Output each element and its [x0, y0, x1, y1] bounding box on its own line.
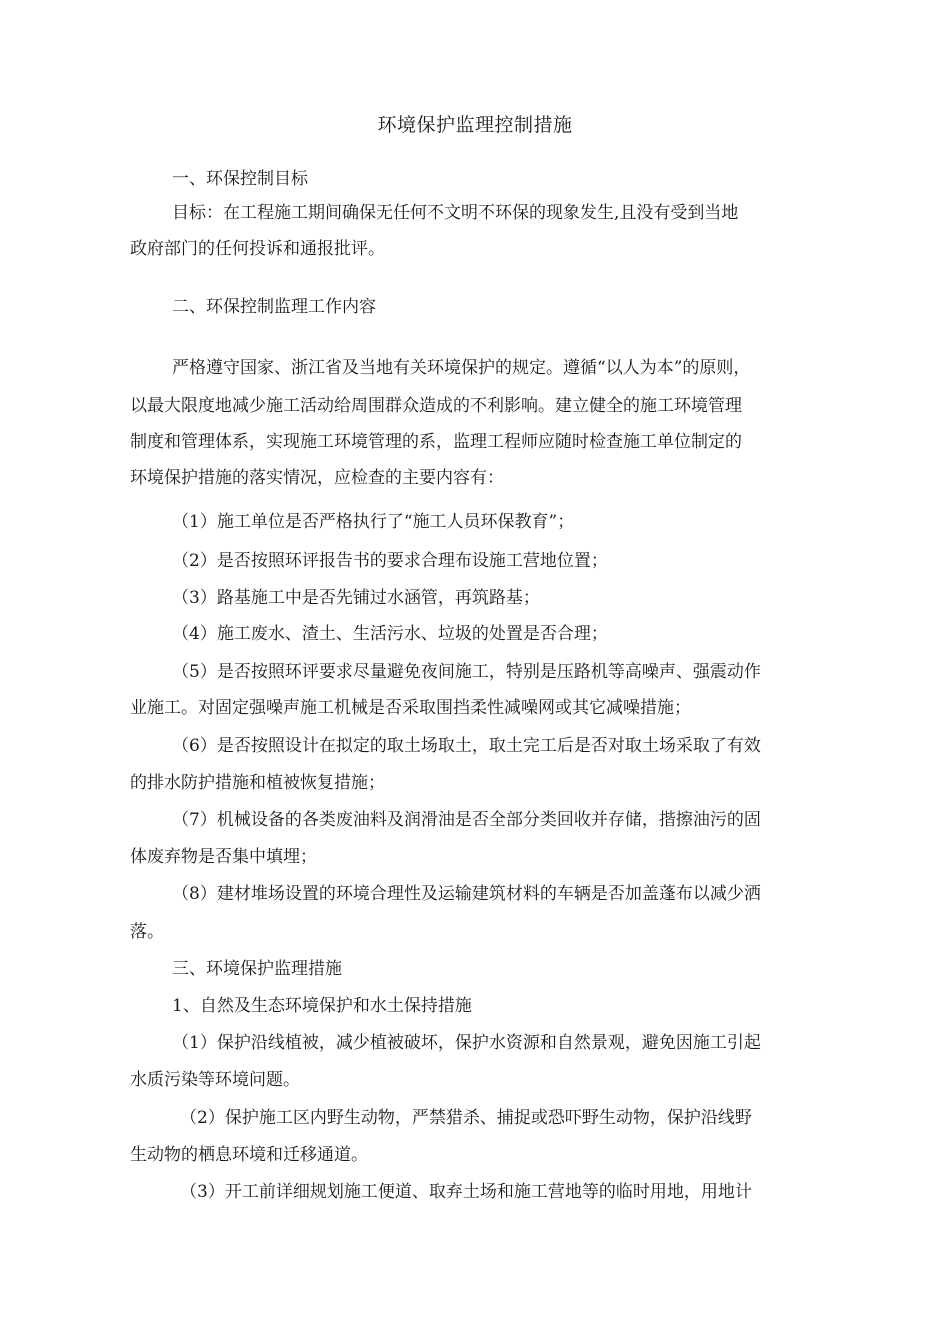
section-heading-1: 一、环保控制目标	[172, 169, 308, 189]
list-item: （6）是否按照设计在拟定的取土场取土，取土完工后是否对取土场采取了有效	[172, 736, 761, 756]
list-item: （1）保护沿线植被，减少植被破坏，保护水资源和自然景观，避免因施工引起	[172, 1033, 761, 1053]
section-heading-2: 二、环保控制监理工作内容	[172, 297, 376, 317]
paragraph-line: 制度和管理体系，实现施工环境管理的系，监理工程师应随时检查施工单位制定的	[130, 432, 742, 452]
list-item-continuation: 的排水防护措施和植被恢复措施；	[130, 773, 385, 793]
list-item: （7）机械设备的各类废油料及润滑油是否全部分类回收并存储，揩擦油污的固	[172, 810, 761, 830]
section-heading-3: 三、环境保护监理措施	[172, 959, 342, 979]
list-item: （3）开工前详细规划施工便道、取弃土场和施工营地等的临时用地，用地计	[180, 1182, 752, 1202]
list-item-continuation: 水质污染等环境问题。	[130, 1070, 300, 1090]
list-item: （3）路基施工中是否先铺过水涵管，再筑路基；	[172, 588, 540, 608]
paragraph-line: 政府部门的任何投诉和通报批评。	[130, 239, 385, 259]
list-item: （2）是否按照环评报告书的要求合理布设施工营地位置；	[172, 551, 608, 571]
list-item: （2）保护施工区内野生动物，严禁猎杀、捕捉或恐吓野生动物，保护沿线野	[180, 1108, 752, 1128]
paragraph-line: 环境保护措施的落实情况，应检查的主要内容有：	[130, 468, 504, 488]
list-item-continuation: 落。	[130, 922, 164, 942]
paragraph-line: 以最大限度地减少施工活动给周围群众造成的不利影响。建立健全的施工环境管理	[130, 396, 742, 416]
paragraph-line: 目标：在工程施工期间确保无任何不文明不环保的现象发生,且没有受到当地	[172, 203, 739, 223]
subsection-heading: 1、自然及生态环境保护和水土保持措施	[172, 996, 472, 1016]
paragraph-line: 严格遵守国家、浙江省及当地有关环境保护的规定。遵循“以人为本”的原则，	[172, 358, 751, 378]
document-title: 环境保护监理控制措施	[377, 114, 573, 136]
list-item: （1）施工单位是否严格执行了“施工人员环保教育”；	[172, 512, 575, 532]
list-item: （5）是否按照环评要求尽量避免夜间施工，特别是压路机等高噪声、强震动作	[172, 662, 761, 682]
list-item-continuation: 业施工。对固定强噪声施工机械是否采取围挡柔性减噪网或其它减噪措施；	[130, 698, 691, 718]
list-item-continuation: 生动物的栖息环境和迁移通道。	[130, 1145, 368, 1165]
list-item-continuation: 体废弃物是否集中填埋；	[130, 847, 317, 867]
list-item: （8）建材堆场设置的环境合理性及运输建筑材料的车辆是否加盖蓬布以减少洒	[172, 884, 761, 904]
list-item: （4）施工废水、渣土、生活污水、垃圾的处置是否合理；	[172, 624, 608, 644]
